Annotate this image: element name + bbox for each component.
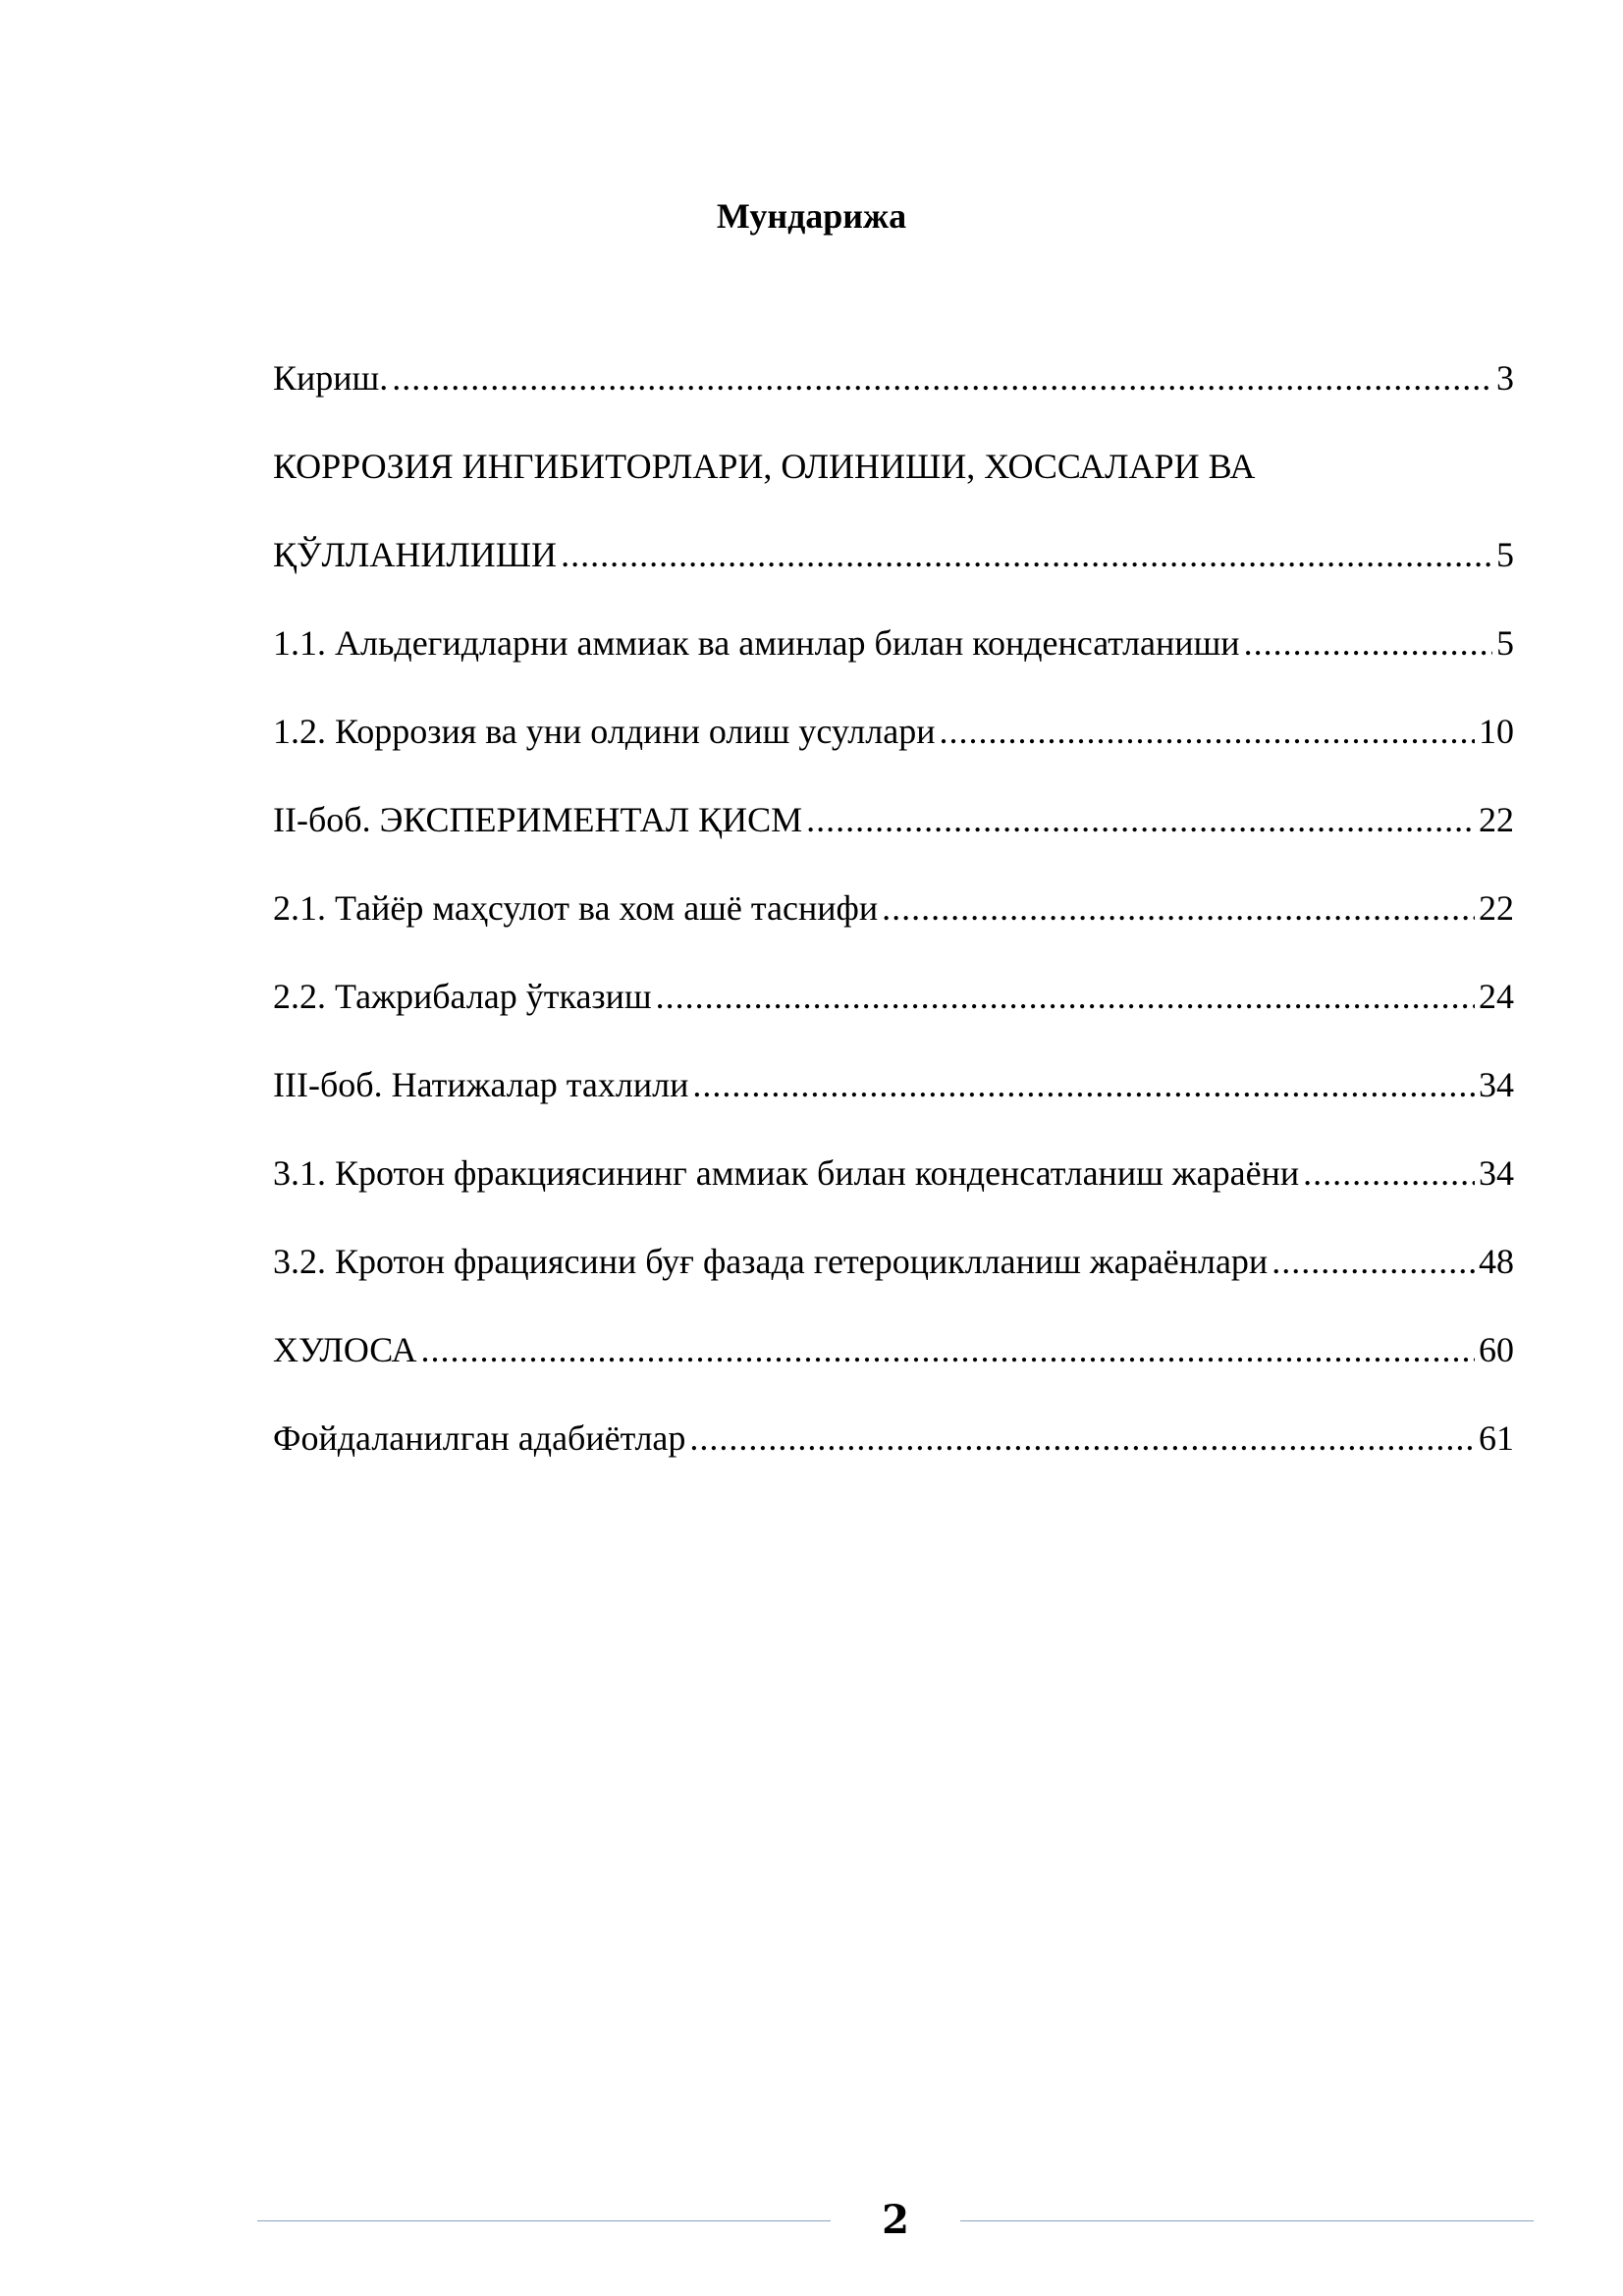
dot-leader (561, 530, 1492, 579)
toc-entry[interactable] (273, 1325, 1514, 1374)
toc-entry-page: 34 (1479, 1153, 1514, 1193)
dot-leader (692, 1060, 1475, 1109)
toc-entry[interactable] (273, 1237, 1514, 1286)
toc-entry-page: 22 (1479, 888, 1514, 928)
toc-entry[interactable] (273, 530, 1514, 579)
toc-entry-label: Фойдаланилган адабиётлар (273, 1418, 686, 1458)
toc-entry[interactable] (273, 1414, 1514, 1463)
toc-entry-page: 61 (1479, 1418, 1514, 1458)
footer-divider-left (257, 2220, 831, 2221)
toc-entry[interactable] (273, 795, 1514, 844)
toc-entry-page: 22 (1479, 800, 1514, 839)
dot-leader (806, 795, 1475, 844)
toc-entry[interactable] (273, 707, 1514, 756)
toc-entry-page: 10 (1479, 712, 1514, 751)
toc-entry[interactable] (273, 883, 1514, 933)
toc-entry-page: 34 (1479, 1065, 1514, 1104)
toc-entry-label: 1.1. Альдегидларни аммиак ва аминлар билан конденсатланиши (273, 623, 1240, 663)
dot-leader (656, 972, 1475, 1021)
toc-entry-label: ХУЛОСА (273, 1330, 417, 1369)
toc-entry-label: КОРРОЗИЯ ИНГИБИТОРЛАРИ, ОЛИНИШИ, ХОССАЛАРИ ВА (273, 447, 1256, 486)
toc-entry[interactable] (273, 972, 1514, 1021)
toc-entry-label: 3.1. Кротон фракциясининг аммиак билан конденсатланиш жараёни (273, 1153, 1300, 1193)
toc-entry[interactable] (273, 1148, 1514, 1198)
toc-entry-page: 3 (1496, 358, 1514, 398)
footer-divider-right (960, 2220, 1534, 2221)
toc-entry-label: 1.2. Коррозия ва уни олдини олиш усуллари (273, 712, 936, 751)
toc-entry-page: 5 (1496, 623, 1514, 663)
toc-entry[interactable] (273, 353, 1514, 402)
dot-leader (392, 353, 1492, 402)
toc-entry-label: ҚЎЛЛАНИЛИШИ (273, 535, 558, 574)
dot-leader (1303, 1148, 1475, 1198)
toc-entry-heading-line[interactable] (273, 442, 1514, 491)
page-footer (0, 2191, 1623, 2250)
toc-entry[interactable] (273, 618, 1514, 667)
toc-entry-label: Кириш. (273, 358, 389, 398)
toc-entry-label: 2.2. Тажрибалар ўтказиш (273, 977, 652, 1016)
dot-leader (421, 1325, 1476, 1374)
toc-entry-page: 60 (1479, 1330, 1514, 1369)
toc-entry-label: 3.2. Кротон фрациясини буғ фазада гетероциклланиш жараёнлари (273, 1242, 1269, 1281)
toc-entry-page: 5 (1496, 535, 1514, 574)
page-title: Мундарижа (716, 196, 907, 236)
dot-leader (1244, 618, 1492, 667)
toc-entry-page: 48 (1479, 1242, 1514, 1281)
page-number: 2 (882, 2197, 909, 2243)
dot-leader (939, 707, 1475, 756)
toc-entry-label: 2.1. Тайёр маҳсулот ва хом ашё таснифи (273, 888, 879, 928)
dot-leader (1271, 1237, 1475, 1286)
toc-entry-label: III-боб. Натижалар тахлили (273, 1065, 689, 1104)
dot-leader (882, 883, 1475, 933)
toc-entry-label: II-боб. ЭКСПЕРИМЕНТАЛ ҚИСМ (273, 800, 803, 839)
toc-entry-page: 24 (1479, 977, 1514, 1016)
dot-leader (689, 1414, 1475, 1463)
toc-entry[interactable] (273, 1060, 1514, 1109)
